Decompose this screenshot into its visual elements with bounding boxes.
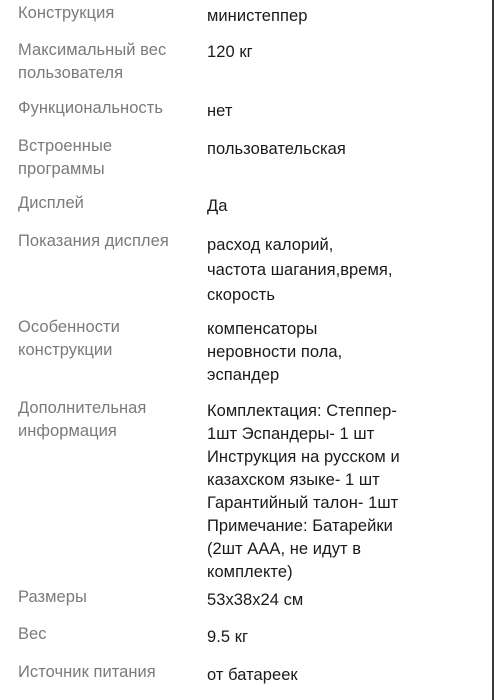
spec-value: 120 кг: [207, 43, 253, 61]
spec-value: нет: [207, 102, 233, 120]
spec-value: расход калорий, частота шагания,время, скорость: [207, 236, 393, 304]
spec-label: Источник питания: [18, 663, 156, 681]
spec-label: Показания дисплея: [18, 232, 169, 250]
spec-label: Встроенные программы: [18, 137, 113, 178]
spec-label: Максимальный вес пользователя: [18, 41, 167, 82]
spec-value: Комплектация: Степпер- 1шт Эспандеры- 1 шт Инструкция на русском и казахском языке- 1 шт Гарантийный талон- 1шт Примечание: Батарейки (2шт AAA, не идут в комплекте): [207, 402, 400, 581]
spec-value: 9.5 кг: [207, 628, 249, 646]
spec-value: пользовательская: [207, 140, 346, 158]
spec-label: Конструкция: [18, 4, 115, 22]
spec-label: Дополнительная информация: [18, 399, 147, 440]
spec-value: компенсаторы неровности пола, эспандер: [207, 320, 343, 384]
spec-value: от батареек: [207, 666, 298, 684]
spec-label: Дисплей: [18, 194, 84, 212]
spec-label: Особенности конструкции: [18, 318, 120, 359]
spec-value: 53x38x24 см: [207, 591, 304, 609]
spec-value: Да: [207, 197, 228, 215]
spec-label: Функциональность: [18, 99, 163, 117]
spec-label: Размеры: [18, 588, 87, 606]
spec-value: министеппер: [207, 7, 308, 25]
spec-label: Вес: [18, 625, 47, 643]
